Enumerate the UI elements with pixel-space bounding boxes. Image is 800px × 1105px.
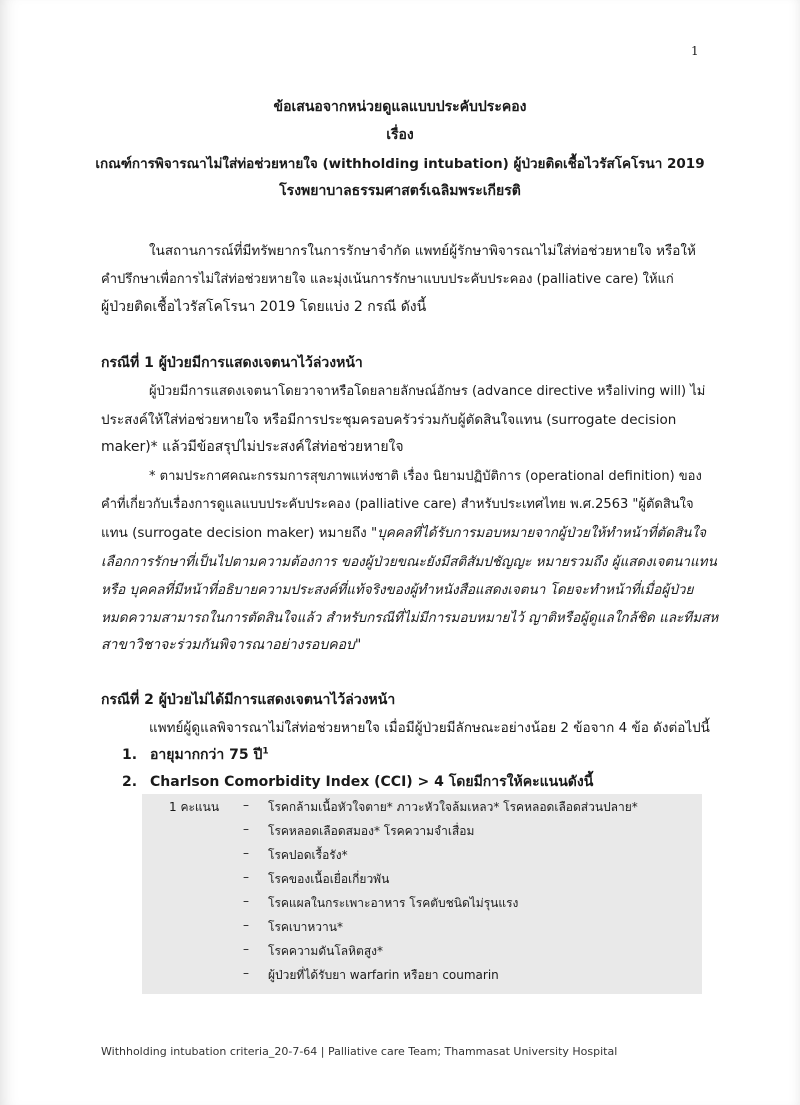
condition-text: โรคแผลในกระเพาะอาหาร โรคตับชนิดไม่รุนแรง xyxy=(268,896,519,910)
dash: – xyxy=(243,966,249,980)
doc-title-line4: โรงพยาบาลธรรมศาสตร์เฉลิมพระเกียรติ xyxy=(279,183,521,199)
table-row xyxy=(142,866,702,890)
case1-note-line: คำที่เกี่ยวกับเรื่องการดูแลแบบประคับประคอง (palliative care) สำหรับประเทศไทย พ.ศ.2563 "ผู้ตัดสินใจ xyxy=(101,497,694,512)
case1-note-line: สาขาวิชาจะร่วมกันพิจารณาอย่างรอบคอบ" xyxy=(101,637,362,653)
case1-line: maker)* แล้วมีข้อสรุปไม่ประสงค์ใส่ท่อช่วยหายใจ xyxy=(101,439,404,455)
footnote-ref: 1 xyxy=(262,746,269,757)
score-label: 1 คะแนน xyxy=(169,800,220,814)
case1-note-line: หมดความสามารถในการตัดสินใจแล้ว สำหรับกรณีที่ไม่มีการมอบหมายไว้ ญาติหรือผู้ดูแลใกล้ชิด และทีมสห xyxy=(101,610,719,626)
case1-note-line: หรือ บุคคลที่มีหน้าที่อธิบายความประสงค์ที่แท้จริงของผู้ทำหนังสือแสดงเจตนา โดยจะทำหน้าที่เมื่อผู้ป่วย xyxy=(101,582,694,598)
dash: – xyxy=(243,822,249,836)
condition-text: โรคปอดเรื้อรัง* xyxy=(268,848,348,862)
case1-heading: กรณีที่ 1 ผู้ป่วยมีการแสดงเจตนาไว้ล่วงหน้า xyxy=(101,355,363,371)
cci-score-table xyxy=(142,794,702,994)
case1-note-line xyxy=(101,521,706,543)
list-number: 1. xyxy=(122,747,138,763)
page-number: 1 xyxy=(691,44,699,58)
table-row xyxy=(142,962,702,986)
intro-line: คำปรึกษาเพื่อการไม่ใส่ท่อช่วยหายใจ และมุ่งเน้นการรักษาแบบประคับประคอง (palliative care) ให้แก่ xyxy=(101,272,674,287)
condition-text: โรคกล้ามเนื้อหัวใจตาย* ภาวะหัวใจล้มเหลว* โรคหลอดเลือดส่วนปลาย* xyxy=(268,800,638,814)
dash: – xyxy=(243,846,249,860)
table-row xyxy=(142,890,702,914)
case1-note-line: * ตามประกาศคณะกรรมการสุขภาพแห่งชาติ เรื่อง นิยามปฏิบัติการ (operational definition) ของ xyxy=(149,469,702,484)
intro-line: ผู้ป่วยติดเชื้อไวรัสโคโรนา 2019 โดยแบ่ง 2 กรณี ดังนี้ xyxy=(101,299,427,315)
dash: – xyxy=(243,918,249,932)
doc-title-line1: ข้อเสนอจากหน่วยดูแลแบบประคับประคอง xyxy=(273,99,527,115)
criteria-item-age xyxy=(122,744,269,766)
case1-line: ผู้ป่วยมีการแสดงเจตนาโดยวาจาหรือโดยลายลักษณ์อักษร (advance directive หรือliving will) ไม่ xyxy=(149,384,706,399)
case1-line: ประสงค์ให้ใส่ท่อช่วยหายใจ หรือมีการประชุมครอบครัวร่วมกับผู้ตัดสินใจแทน (surrogate decision xyxy=(101,412,677,428)
table-row xyxy=(142,818,702,842)
note-italic-text: "บุคคลที่ได้รับการมอบหมายจากผู้ป่วยให้ทำหน้าที่ตัดสินใจ xyxy=(371,525,706,541)
table-row xyxy=(142,842,702,866)
condition-text: โรคความดันโลหิตสูง* xyxy=(268,944,384,958)
case2-line: แพทย์ผู้ดูแลพิจารณาไม่ใส่ท่อช่วยหายใจ เมื่อมีผู้ป่วยมีลักษณะอย่างน้อย 2 ข้อจาก 4 ข้อ ดังต่อไปนี้ xyxy=(149,720,710,736)
page-footer: Withholding intubation criteria_20-7-64 | Palliative care Team; Thammasat University Hospital xyxy=(101,1045,618,1058)
doc-title-line2: เรื่อง xyxy=(386,127,414,143)
condition-text: โรคเบาหวาน* xyxy=(268,920,343,934)
doc-title-line3: เกณฑ์การพิจารณาไม่ใส่ท่อช่วยหายใจ (withholding intubation) ผู้ป่วยติดเชื้อไวรัสโคโรนา 2019 xyxy=(95,156,705,172)
intro-line: ในสถานการณ์ที่มีทรัพยากรในการรักษาจำกัด แพทย์ผู้รักษาพิจารณาไม่ใส่ท่อช่วยหายใจ หรือให้ xyxy=(149,243,696,259)
dash: – xyxy=(243,894,249,908)
criteria-item-cci xyxy=(122,771,593,793)
dash: – xyxy=(243,942,249,956)
table-row xyxy=(142,938,702,962)
list-text: Charlson Comorbidity Index (CCI) > 4 โดยมีการให้คะแนนดังนี้ xyxy=(150,774,594,790)
case1-note-line: เลือกการรักษาที่เป็นไปตามความต้องการ ของผู้ป่วยขณะยังมีสติสัมปชัญญะ หมายรวมถึง ผู้แสดงเจตนาแทน xyxy=(101,554,717,570)
dash: – xyxy=(243,798,249,812)
condition-text: โรคหลอดเลือดสมอง* โรคความจำเสื่อม xyxy=(268,824,475,838)
condition-text: โรคของเนื้อเยื่อเกี่ยวพัน xyxy=(268,872,390,886)
dash: – xyxy=(243,870,249,884)
list-number: 2. xyxy=(122,774,138,790)
table-row xyxy=(142,914,702,938)
case2-heading: กรณีที่ 2 ผู้ป่วยไม่ได้มีการแสดงเจตนาไว้ล่วงหน้า xyxy=(101,692,396,708)
note-plain-text: แทน (surrogate decision maker) หมายถึง xyxy=(101,525,371,541)
condition-text: ผู้ป่วยที่ได้รับยา warfarin หรือยา coumarin xyxy=(268,968,499,982)
table-row xyxy=(142,794,702,818)
list-text: อายุมากกว่า 75 ปี xyxy=(150,747,263,763)
